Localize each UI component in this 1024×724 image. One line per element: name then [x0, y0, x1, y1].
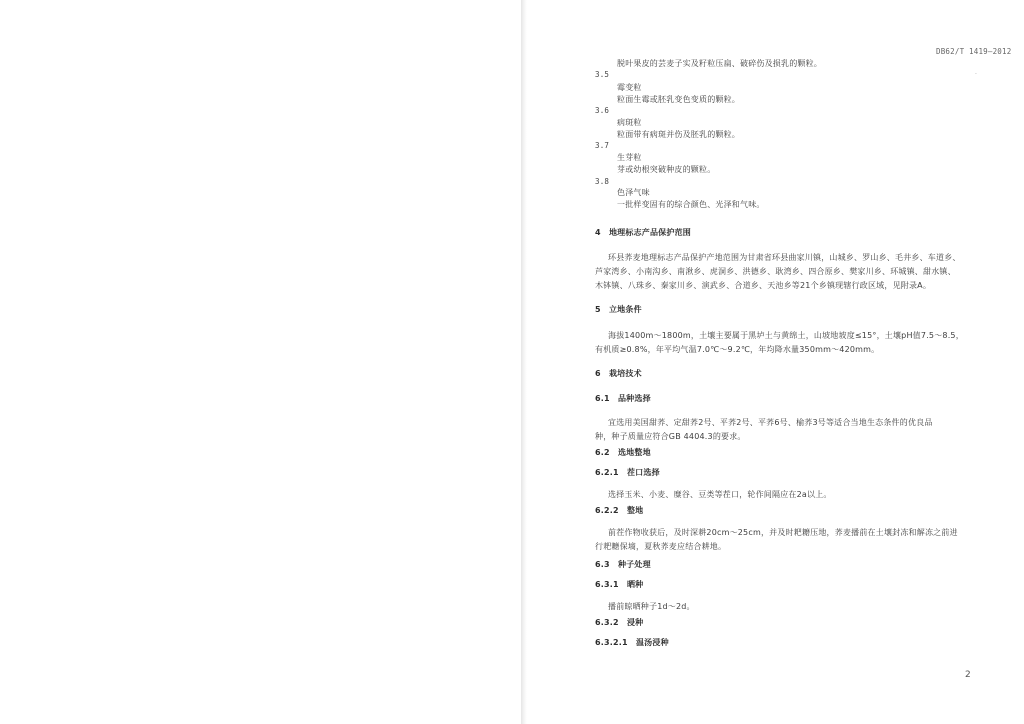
- subsection-heading: 6.2 选地整地: [595, 448, 651, 457]
- clause-number: 3.8: [595, 177, 610, 186]
- page-number: 2: [965, 670, 971, 680]
- section-heading: 6 栽培技术: [595, 369, 642, 378]
- document-number: DB62/T 1419—2012: [936, 47, 1012, 56]
- subsection-heading: 6.2.1 茬口选择: [595, 468, 660, 477]
- term-title: 生芽粒: [617, 153, 642, 162]
- term-definition: 芽或幼根突破种皮的颗粒。: [617, 165, 716, 174]
- term-title: 色泽气味: [617, 188, 650, 197]
- body-line: 芦家湾乡、小南沟乡、南湫乡、虎洞乡、洪德乡、耿湾乡、四合原乡、樊家川乡、环城镇、甜水镇、: [595, 267, 956, 276]
- subsection-heading: 6.2.2 整地: [595, 506, 644, 515]
- term-title: 霉变粒: [617, 83, 642, 92]
- clause-number: 3.6: [595, 106, 610, 115]
- subsection-heading: 6.3 种子处理: [595, 560, 651, 569]
- body-line: 行耙耱保墒，夏秋荞麦应结合耕地。: [595, 542, 727, 551]
- body-line: 选择玉米、小麦、糜谷、豆类等茬口，轮作间隔应在2a以上。: [608, 490, 832, 499]
- section-heading: 4 地理标志产品保护范围: [595, 228, 691, 237]
- subsection-heading: 6.3.1 晒种: [595, 580, 644, 589]
- body-line: 海拔1400m～1800m，土壤主要属于黑垆土与黄绵土，山坡地坡度≤15°，土壤pH值7.5～8.5，: [608, 331, 964, 340]
- right-page: [527, 0, 1024, 724]
- body-line: 脱叶果皮的芸麦子实及籽粒压扁、破碎伤及损乳的颗粒。: [617, 59, 822, 68]
- term-definition: 粒面带有病斑并伤及胚乳的颗粒。: [617, 130, 740, 139]
- subsection-heading: 6.3.2 浸种: [595, 618, 644, 627]
- term-definition: 粒面生霉或胚乳变色变质的颗粒。: [617, 95, 740, 104]
- body-line: 种，种子质量应符合GB 4404.3的要求。: [595, 432, 746, 441]
- body-line: 前茬作物收获后，及时深耕20cm～25cm，并及时耙耱压地，荞麦播前在土壤封冻和解冻之前进: [608, 528, 958, 537]
- body-line: 播前晾晒种子1d～2d。: [608, 602, 695, 611]
- clause-number: 3.5: [595, 70, 610, 79]
- body-line: 木钵镇、八珠乡、秦家川乡、演武乡、合道乡、天池乡等21个乡镇现辖行政区域，见附录A。: [595, 281, 932, 290]
- clause-number: 3.7: [595, 141, 610, 150]
- subsection-heading: 6.1 品种选择: [595, 394, 651, 403]
- body-line: 环县荞麦地理标志产品保护产地范围为甘肃省环县曲家川镇，山城乡、罗山乡、毛井乡、车道乡、: [608, 253, 961, 262]
- term-title: 病斑粒: [617, 118, 642, 127]
- section-heading: 5 立地条件: [595, 305, 642, 314]
- subsection-heading: 6.3.2.1 温汤浸种: [595, 638, 669, 647]
- body-line: 有机质≥0.8%，年平均气温7.0℃～9.2℃，年均降水量350mm～420mm。: [595, 345, 880, 354]
- body-line: 宜选用美国甜荞、定甜荞2号、平荞2号、平荞6号、榆荞3号等适合当地生态条件的优良品: [608, 418, 933, 427]
- scan-speck: ·: [975, 71, 977, 78]
- term-definition: 一批样变固有的综合颜色、光泽和气味。: [617, 200, 765, 209]
